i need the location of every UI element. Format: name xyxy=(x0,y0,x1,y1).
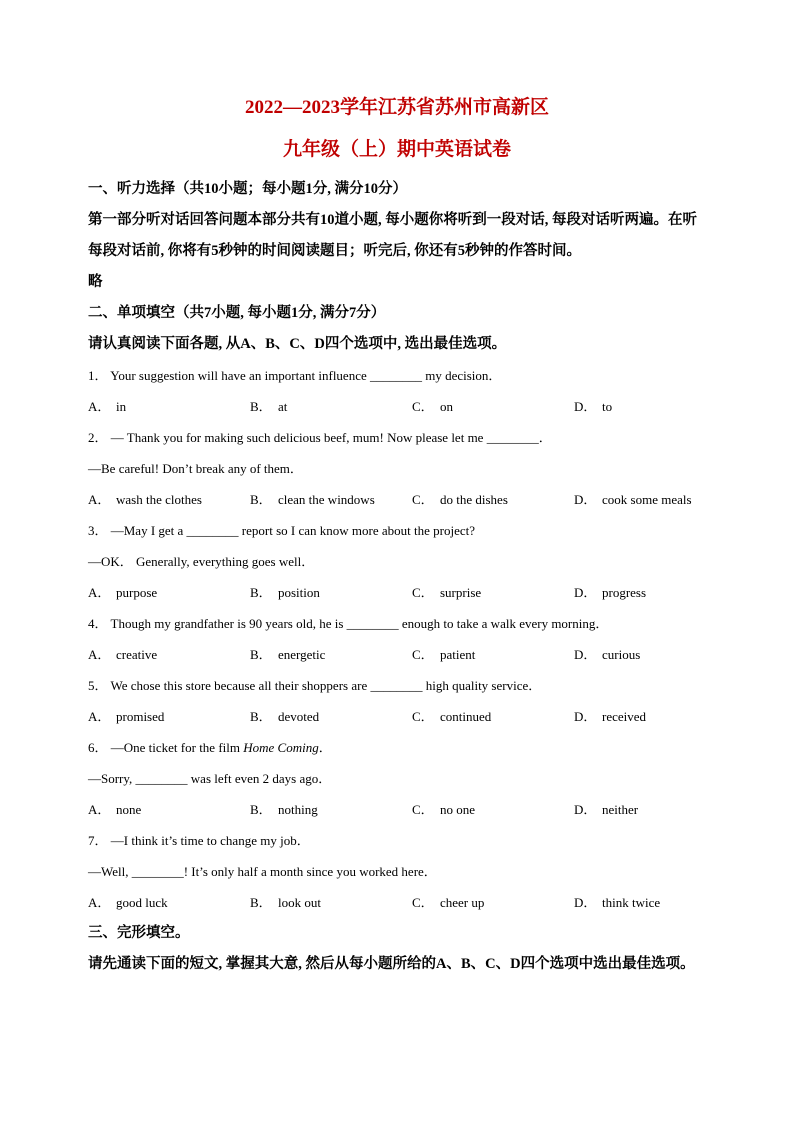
question-1-options xyxy=(88,391,708,422)
option-a[interactable]: A． creative xyxy=(88,647,158,662)
section1-note: 略 xyxy=(88,274,103,290)
option-d[interactable]: D． cook some meals xyxy=(574,492,692,507)
film-title: Home Coming xyxy=(243,740,319,755)
question-6-stem: 6． —One ticket for the film Home Coming． xyxy=(88,740,332,755)
option-b[interactable]: B． nothing xyxy=(250,802,318,817)
option-b[interactable]: B． position xyxy=(250,585,320,600)
question-3-reply: —OK． Generally, everything goes well． xyxy=(88,554,315,569)
option-b[interactable]: B． clean the windows xyxy=(250,492,375,507)
option-c[interactable]: C． cheer up xyxy=(412,895,485,910)
section2-instruction: 请认真阅读下面各题, 从A、B、C、D四个选项中, 选出最佳选项。 xyxy=(88,336,507,352)
question-5-options xyxy=(88,701,708,732)
exam-title-line1: 2022—2023学年江苏省苏州市高新区 xyxy=(244,97,549,118)
option-b[interactable]: B． look out xyxy=(250,895,321,910)
exam-body xyxy=(88,174,708,980)
option-c[interactable]: C． no one xyxy=(412,802,476,817)
option-b[interactable]: B． devoted xyxy=(250,709,320,724)
question-2-options xyxy=(88,484,708,515)
question-3-stem: 3． —May I get a ________ report so I can know more about the project? xyxy=(88,523,476,538)
question-7-reply: —Well, ________! It’s only half a month since you worked here． xyxy=(88,864,437,879)
option-a[interactable]: A． wash the clothes xyxy=(88,492,202,507)
question-1-stem: 1． Your suggestion will have an important influence ________ my decision． xyxy=(88,368,502,383)
option-c[interactable]: C． surprise xyxy=(412,585,482,600)
option-d[interactable]: D． to xyxy=(574,399,613,414)
option-d[interactable]: D． received xyxy=(574,709,647,724)
option-d[interactable]: D． curious xyxy=(574,647,641,662)
option-a[interactable]: A． in xyxy=(88,399,127,414)
section3-heading: 三、完形填空。 xyxy=(88,925,190,941)
question-3-options xyxy=(88,577,708,608)
option-c[interactable]: C． continued xyxy=(412,709,492,724)
option-d[interactable]: D． think twice xyxy=(574,895,661,910)
question-5-stem: 5． We chose this store because all their shoppers are ________ high quality service． xyxy=(88,678,542,693)
option-a[interactable]: A． promised xyxy=(88,709,165,724)
option-c[interactable]: C． on xyxy=(412,399,453,414)
option-d[interactable]: D． neither xyxy=(574,802,639,817)
question-4-options xyxy=(88,639,708,670)
section2-heading: 二、单项填空（共7小题, 每小题1分, 满分7分） xyxy=(88,305,386,321)
option-a[interactable]: A． good luck xyxy=(88,895,168,910)
option-b[interactable]: B． energetic xyxy=(250,647,326,662)
question-2-reply: —Be careful! Don’t break any of them． xyxy=(88,461,303,476)
exam-title-line2: 九年级（上）期中英语试卷 xyxy=(282,139,511,160)
option-b[interactable]: B． at xyxy=(250,399,288,414)
question-2-stem: 2． — Thank you for making such delicious beef, mum! Now please let me ________． xyxy=(88,430,552,445)
question-6-options xyxy=(88,794,708,825)
option-c[interactable]: C． patient xyxy=(412,647,476,662)
section1-heading: 一、听力选择（共10小题；每小题1分, 满分10分） xyxy=(88,181,407,197)
option-c[interactable]: C． do the dishes xyxy=(412,492,508,507)
section3-instruction: 请先通读下面的短文, 掌握其大意, 然后从每小题所给的A、B、C、D四个选项中选出最佳选项。 xyxy=(88,956,695,972)
option-a[interactable]: A． purpose xyxy=(88,585,158,600)
option-d[interactable]: D． progress xyxy=(574,585,647,600)
option-a[interactable]: A． none xyxy=(88,802,142,817)
section1-instruction: 第一部分听对话回答问题本部分共有10道小题, 每小题你将听到一段对话, 每段对话听两遍。在听每段对话前, 你将有5秒钟的时间阅读题目；听完后, 你还有5秒钟的作答时间。 xyxy=(88,212,697,259)
question-6-reply: —Sorry, ________ was left even 2 days ago． xyxy=(88,771,332,786)
question-7-stem: 7． —I think it’s time to change my job． xyxy=(88,833,310,848)
question-7-options xyxy=(88,887,708,918)
question-4-stem: 4． Though my grandfather is 90 years old, he is ________ enough to take a walk every morning． xyxy=(88,616,609,631)
